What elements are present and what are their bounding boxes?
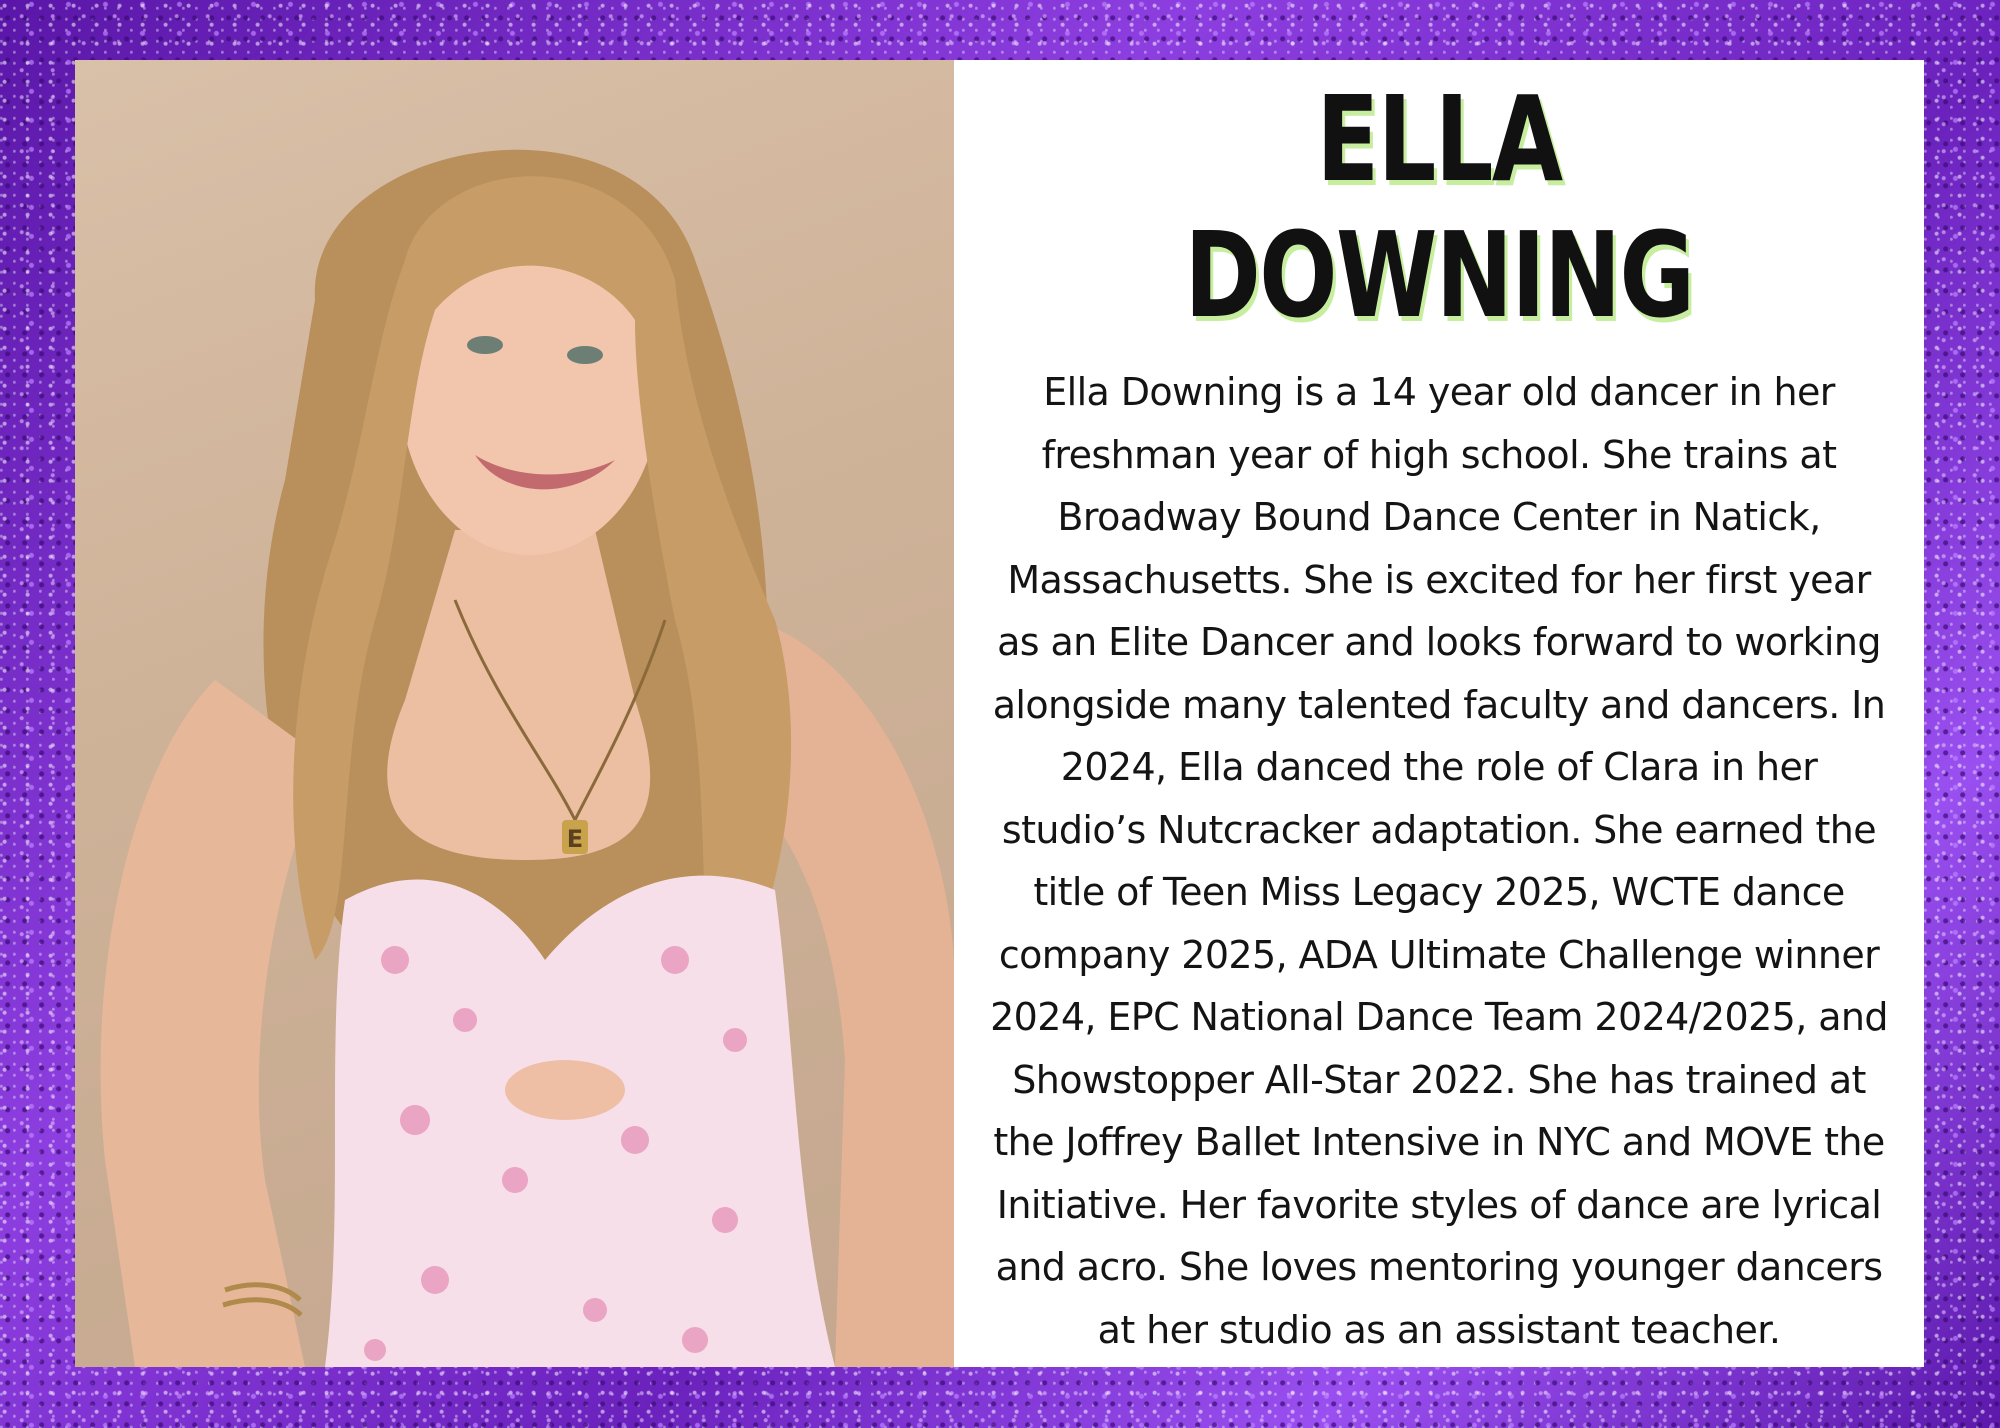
bio-panel bbox=[954, 60, 1924, 1367]
dancer-name-heading: ELLA DOWNING bbox=[1184, 70, 1694, 344]
dancer-bio-text: Ella Downing is a 14 year old dancer in her freshman year of high school. She trains at Broadway Bound Dance Center in Natick, Massachusetts. She is excited for her first year as an Elite Dancer and looks forward to working alongside many talented faculty and dancers. In 2024, Ella danced the role of Clara in her studio’s Nutcracker adaptation. She earned the title of Teen Miss Legacy 2025, WCTE dance company 2025, ADA Ultimate Challenge winner 2024, EPC National Dance Team 2024/2025, and Showstopper All-Star 2022. She has trained at the Joffrey Ballet Intensive in NYC and MOVE the Initiative. Her favorite styles of dance are lyrical and acro. She loves mentoring younger dancers at her studio as an assistant teacher. bbox=[990, 370, 1888, 1352]
portrait-illustration bbox=[75, 60, 954, 1367]
dancer-portrait-photo bbox=[75, 60, 954, 1367]
necklace-letter: E bbox=[566, 825, 584, 853]
profile-card bbox=[75, 60, 1924, 1367]
